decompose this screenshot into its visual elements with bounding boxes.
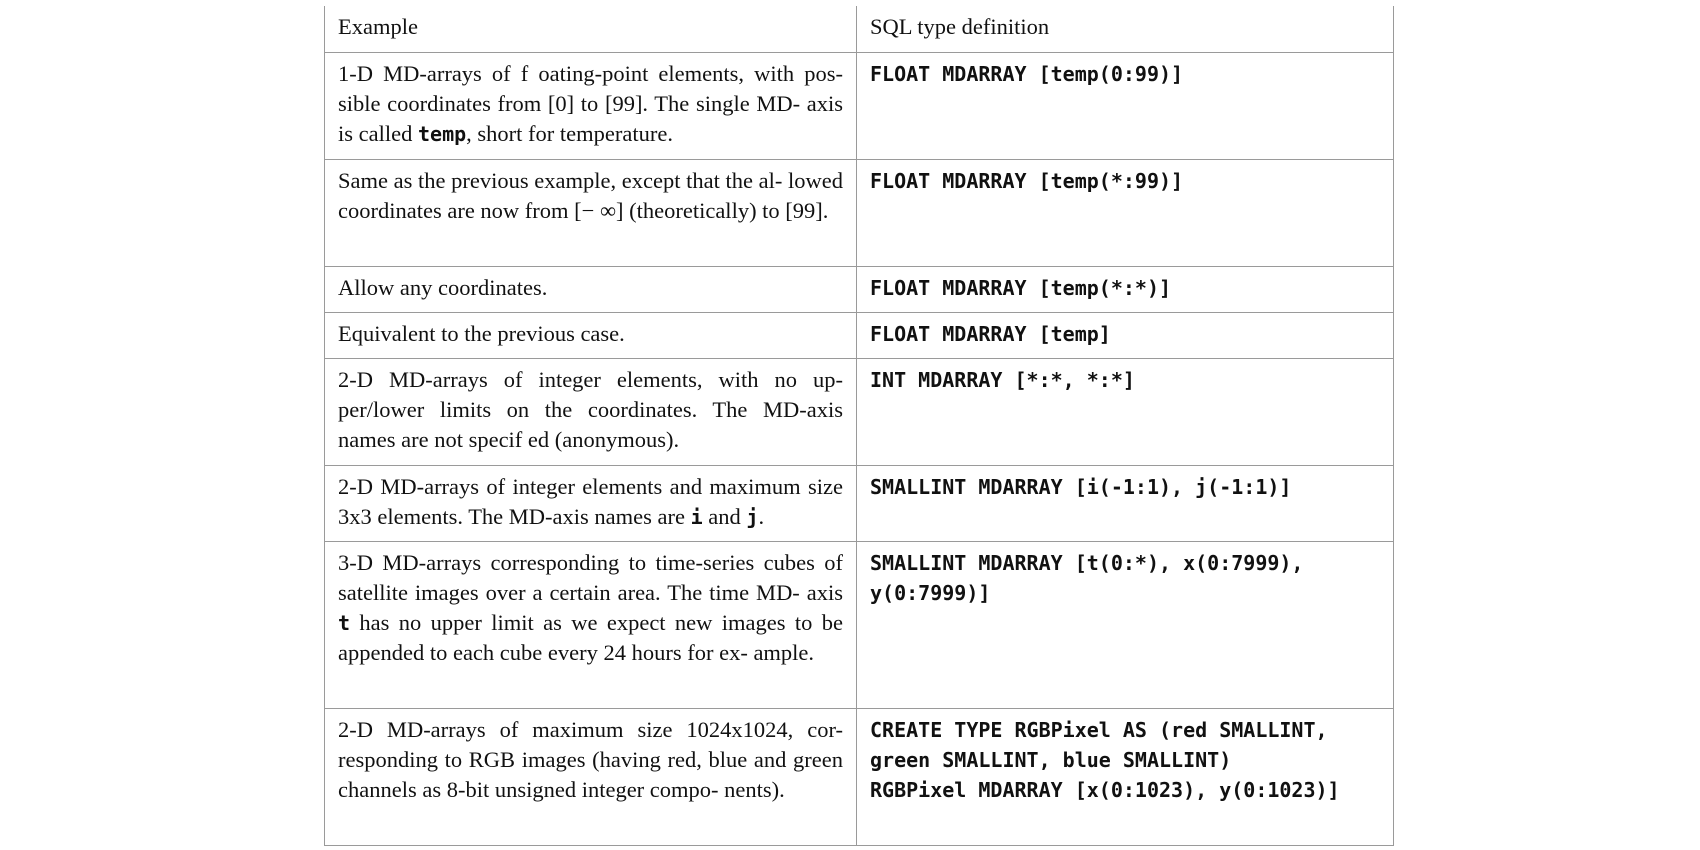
sql-cell <box>857 313 1393 358</box>
sql-cell <box>857 466 1393 541</box>
example-text: 2-D MD-arrays of integer elements, with no up- per/lower limits on the coordinates. The MD-axis names are not specif ed (anonymous). <box>338 367 843 452</box>
example-text: 2-D MD-arrays of maximum size 1024x1024, cor- responding to RGB images (having red, blue and green channels as 8-bit unsigned integer compo- nents). <box>338 717 843 802</box>
example-text: Same as the previous example, except that the al- lowed coordinates are now from [− ∞] (theoretically) to [99]. <box>338 168 843 223</box>
sql-cell <box>857 53 1393 159</box>
table-row <box>325 312 1393 358</box>
example-text: Allow any coordinates. <box>338 275 548 300</box>
inline-code: temp <box>417 122 467 146</box>
sql-definition: SMALLINT MDARRAY [i(-1:1), j(-1:1)] <box>870 475 1292 499</box>
inline-code: t <box>338 611 351 635</box>
example-cell <box>325 313 857 358</box>
header-sql-label: SQL type definition <box>870 14 1050 39</box>
example-text: Equivalent to the previous case. <box>338 321 625 346</box>
inline-code: j <box>746 505 759 529</box>
table-row <box>325 465 1393 541</box>
table-row <box>325 159 1393 266</box>
header-example <box>325 6 857 52</box>
sql-type-table <box>324 6 1394 846</box>
sql-cell <box>857 709 1393 845</box>
sql-definition: SMALLINT MDARRAY [t(0:*), x(0:7999), y(0:7999)] <box>870 551 1304 605</box>
table-row <box>325 358 1393 465</box>
sql-cell <box>857 160 1393 266</box>
inline-code: i <box>690 505 703 529</box>
sql-cell <box>857 359 1393 465</box>
example-text: 3-D MD-arrays corresponding to time-series cubes of satellite images over a certain area. The time MD- axis t has no upper limit as we expect new images to be appended to each cube every 24 hours for ex- ample. <box>338 550 843 665</box>
example-cell <box>325 359 857 465</box>
example-cell <box>325 542 857 708</box>
example-cell <box>325 709 857 845</box>
example-cell <box>325 160 857 266</box>
header-sql <box>857 6 1393 52</box>
table-row <box>325 52 1393 159</box>
example-cell <box>325 267 857 312</box>
sql-definition: INT MDARRAY [*:*, *:*] <box>870 368 1135 392</box>
table-row <box>325 266 1393 312</box>
sql-definition: FLOAT MDARRAY [temp(0:99)] <box>870 62 1184 86</box>
example-text: 2-D MD-arrays of integer elements and maximum size 3x3 elements. The MD-axis names are i and j. <box>338 474 843 529</box>
table-row <box>325 708 1393 845</box>
example-text: 1-D MD-arrays of f oating-point elements, with pos- sible coordinates from [0] to [99]. The single MD- axis is called temp, short for temperature. <box>338 61 843 146</box>
sql-definition: FLOAT MDARRAY [temp] <box>870 322 1111 346</box>
example-cell <box>325 466 857 541</box>
sql-cell <box>857 267 1393 312</box>
sql-definition: FLOAT MDARRAY [temp(*:99)] <box>870 169 1184 193</box>
sql-definition: CREATE TYPE RGBPixel AS (red SMALLINT, green SMALLINT, blue SMALLINT) RGBPixel MDARRAY [x(0:1023), y(0:1023)] <box>870 718 1340 802</box>
table-header-row <box>325 6 1393 52</box>
header-example-label: Example <box>338 14 418 39</box>
example-cell <box>325 53 857 159</box>
sql-cell <box>857 542 1393 708</box>
table-row <box>325 541 1393 708</box>
sql-definition: FLOAT MDARRAY [temp(*:*)] <box>870 276 1172 300</box>
